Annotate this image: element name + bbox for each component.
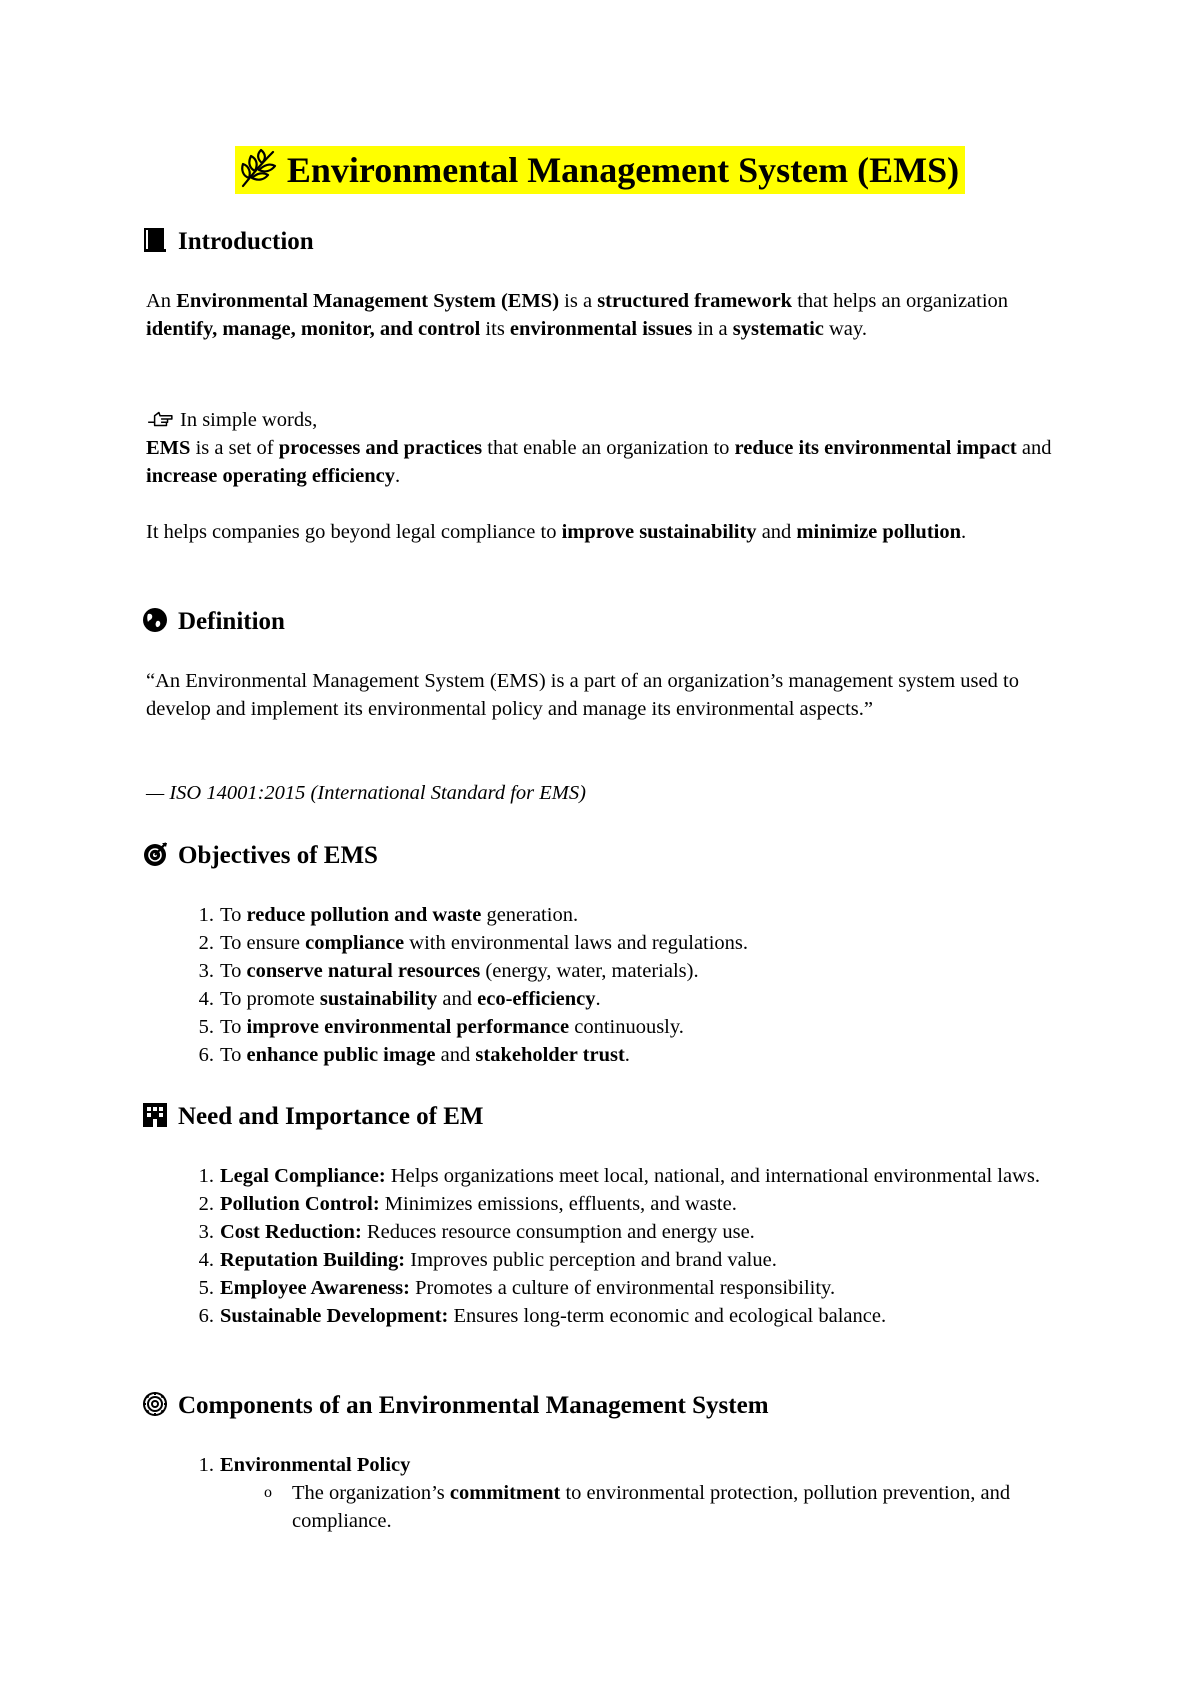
- heading-objectives: [142, 840, 378, 872]
- heading-definition-text: Definition: [178, 608, 285, 635]
- list-item: 6. To enhance public image and stakeholder trust.: [198, 1044, 630, 1066]
- list-item: o The organization’s commitment to environmental protection, pollution prevention, and compliance.: [264, 1482, 1011, 1532]
- heading-components: [142, 1390, 769, 1422]
- list-item: 3. Cost Reduction: Reduces resource consumption and energy use.: [198, 1221, 755, 1243]
- heading-need: [142, 1101, 484, 1133]
- definition-quote: “An Environmental Management System (EMS) is a part of an organization’s management system used to develop and implement its environmental policy and manage its environmental aspects.”: [146, 670, 1019, 720]
- intro-paragraph-2: EMS is a set of processes and practices that enable an organization to reduce its environmental impact and increase operating efficiency.: [146, 437, 1052, 487]
- list-item: 3. To conserve natural resources (energy, water, materials).: [198, 960, 699, 982]
- heading-definition: [142, 606, 285, 638]
- heading-introduction-text: Introduction: [178, 228, 314, 255]
- components-list: [146, 1451, 1066, 1535]
- intro-paragraph-3: It helps companies go beyond legal compliance to improve sustainability and minimize pollution.: [146, 521, 967, 543]
- definition-source: — ISO 14001:2015 (International Standard for EMS): [146, 782, 586, 804]
- objectives-list: [146, 901, 1066, 1069]
- component-sub-text: The organization’s commitment to environmental protection, pollution prevention, and compliance.: [292, 1482, 1011, 1532]
- title-block: [0, 146, 1200, 194]
- document-title: [235, 146, 965, 194]
- heading-components-text: Components of an Environmental Management System: [178, 1392, 769, 1419]
- pointing-hand-icon: [146, 409, 174, 429]
- heading-need-text: Need and Importance of EM: [178, 1103, 484, 1130]
- list-item: 4. Reputation Building: Improves public perception and brand value.: [198, 1249, 777, 1271]
- intro-simple-lead: [146, 406, 1066, 434]
- list-item: 4. To promote sustainability and eco-efficiency.: [198, 988, 601, 1010]
- list-item: 1. Legal Compliance: Helps organizations meet local, national, and international environmental laws.: [198, 1165, 1040, 1187]
- globe-icon: [142, 607, 168, 633]
- target-icon: [142, 841, 168, 867]
- list-item: 5. Employee Awareness: Promotes a culture of environmental responsibility.: [198, 1277, 836, 1299]
- intro-paragraph-1: An Environmental Management System (EMS) is a structured framework that helps an organization identify, manage, monitor, and control its environmental issues in a systematic way.: [146, 290, 1009, 340]
- list-item: 2. Pollution Control: Minimizes emissions, effluents, and waste.: [198, 1193, 737, 1215]
- list-item: 1. To reduce pollution and waste generation.: [198, 904, 579, 926]
- intro-simple-lead-text: In simple words,: [180, 409, 318, 431]
- component-sublist: [220, 1479, 1066, 1535]
- title-text: Environmental Management System (EMS): [286, 150, 960, 190]
- list-item: 1. Environmental Policy o The organization’s commitment to environmental protection, pollution prevention, and compliance.: [146, 1451, 1066, 1535]
- heading-introduction: [142, 226, 314, 258]
- gear-icon: [142, 1391, 168, 1417]
- book-icon: [142, 227, 168, 253]
- list-item: 2. To ensure compliance with environmental laws and regulations.: [198, 932, 749, 954]
- list-item: 6. Sustainable Development: Ensures long-term economic and ecological balance.: [198, 1305, 887, 1327]
- building-icon: [142, 1102, 168, 1128]
- heading-objectives-text: Objectives of EMS: [178, 842, 378, 869]
- need-list: [146, 1162, 1066, 1330]
- list-item: 5. To improve environmental performance continuously.: [198, 1016, 684, 1038]
- herb-icon: [237, 148, 281, 188]
- component-item-title: Environmental Policy: [220, 1454, 411, 1476]
